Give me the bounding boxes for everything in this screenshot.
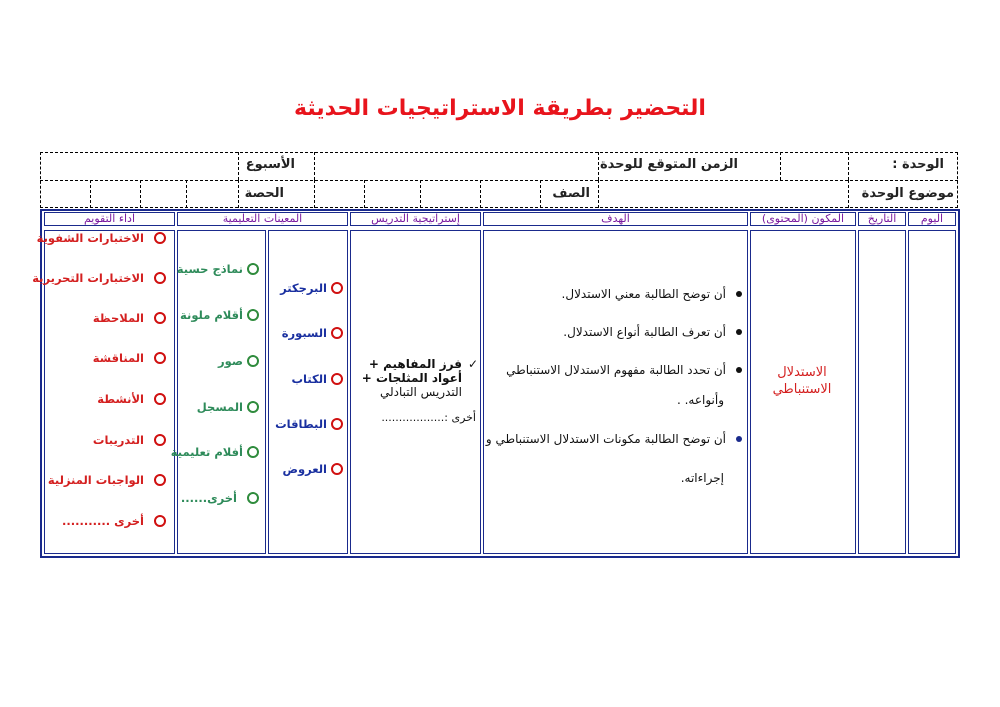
circle-icon <box>154 352 166 364</box>
header-day: اليوم <box>908 212 956 226</box>
aid-item <box>177 262 259 276</box>
circle-icon <box>247 401 259 413</box>
circle-icon <box>331 282 343 294</box>
divider <box>848 152 849 180</box>
divider <box>598 180 599 208</box>
aid-item <box>291 372 343 386</box>
circle-icon <box>154 434 166 446</box>
divider <box>186 180 187 208</box>
header-strategy: إستراتيجية التدريس <box>350 212 481 226</box>
unit-topic-label: موضوع الوحدة <box>861 186 954 201</box>
class-label: الصف <box>552 186 590 201</box>
aid-label: البرجكتر <box>280 281 327 295</box>
aid-item <box>282 462 343 476</box>
aid-item <box>197 400 259 414</box>
assessment-label: المناقشة <box>92 351 144 365</box>
divider <box>480 180 481 208</box>
day-cell <box>908 230 956 554</box>
circle-icon <box>247 355 259 367</box>
circle-icon <box>154 232 166 244</box>
header-goal: الهدف <box>483 212 748 226</box>
goal-text: أن تحدد الطالبة مفهوم الاستدلال الاستنباطي <box>506 363 726 377</box>
aid-item <box>181 491 259 505</box>
aid-label: أخرى...... <box>180 491 237 505</box>
goal-item <box>486 432 742 446</box>
assessment-item <box>93 351 166 365</box>
goal-text: أن تعرف الطالبة أنواع الاستدلال. <box>563 325 726 339</box>
page-title: التحضير بطريقة الاستراتيجيات الحديثة <box>294 96 706 121</box>
divider <box>238 180 239 208</box>
assessment-item <box>48 473 166 487</box>
circle-icon <box>331 327 343 339</box>
header-date: التاريخ <box>858 212 906 226</box>
goal-text: إجراءاته. <box>680 471 724 485</box>
divider <box>314 180 315 208</box>
aid-label: نماذج حسية <box>176 262 243 276</box>
circle-icon <box>247 309 259 321</box>
strategy-other: أخرى :.................. <box>381 411 476 424</box>
divider <box>598 152 599 180</box>
assessment-label: أخرى ........... <box>62 514 144 528</box>
strategy-line <box>362 357 478 371</box>
check-icon: ✓ <box>467 357 478 371</box>
goal-text: وأنواعه. . <box>676 393 724 407</box>
circle-icon <box>154 474 166 486</box>
divider <box>540 180 541 208</box>
aid-label: البطاقات <box>275 417 327 431</box>
date-cell <box>858 230 906 554</box>
aid-item <box>218 354 259 368</box>
assessment-item <box>93 433 166 447</box>
header-component: المكون (المحتوى) <box>750 212 856 226</box>
circle-icon <box>154 272 166 284</box>
divider <box>780 152 781 180</box>
divider <box>848 180 849 208</box>
assessment-label: التدريبات <box>92 433 144 447</box>
aid-item <box>275 417 343 431</box>
assessment-label: الواجبات المنزلية <box>47 473 144 487</box>
week-label: الأسبوع <box>245 157 295 172</box>
assessment-item <box>32 271 166 285</box>
strategy-item: أعواد المثلجات + <box>361 371 462 385</box>
aid-item <box>180 308 259 322</box>
aid-label: السبورة <box>281 326 327 340</box>
unit-time-label: الزمن المتوقع للوحدة <box>599 157 738 172</box>
header-assessment: اداء التقويم <box>44 212 175 226</box>
aids-right-cell <box>268 230 348 554</box>
assessment-label: الاختبارات الشفوية <box>36 231 144 245</box>
divider <box>238 152 239 180</box>
aid-label: الكتاب <box>291 372 327 386</box>
assessment-item <box>93 311 166 325</box>
aid-label: المسجل <box>196 400 243 414</box>
circle-icon <box>154 393 166 405</box>
circle-icon <box>247 492 259 504</box>
assessment-item <box>62 514 166 528</box>
divider <box>420 180 421 208</box>
header-aids: المعينات التعليمية <box>177 212 348 226</box>
goal-cell <box>483 230 748 554</box>
aids-left-cell <box>177 230 266 554</box>
aid-item <box>282 326 343 340</box>
component-text: الاستدلال الاستنباطي <box>772 365 832 397</box>
assessment-label: الاختبارات التحريرية <box>32 271 144 285</box>
divider <box>364 180 365 208</box>
goal-text: أن توضح الطالبة معني الاستدلال. <box>561 287 726 301</box>
aid-label: صور <box>218 354 243 368</box>
goal-item <box>563 325 742 339</box>
goal-text: أن توضح الطالبة مكونات الاستدلال الاستنباطي و <box>485 432 726 446</box>
bullet-icon <box>736 291 742 297</box>
divider <box>314 152 315 180</box>
circle-icon <box>331 463 343 475</box>
assessment-item <box>97 392 166 406</box>
aid-label: أفلام تعليمية <box>170 445 243 459</box>
circle-icon <box>247 263 259 275</box>
unit-label: الوحدة : <box>892 157 944 172</box>
divider <box>140 180 141 208</box>
strategy-item: فرز المفاهيم + <box>368 357 462 371</box>
aid-label: العروض <box>282 462 327 476</box>
goal-item <box>506 363 742 377</box>
circle-icon <box>154 515 166 527</box>
circle-icon <box>247 446 259 458</box>
circle-icon <box>331 418 343 430</box>
assessment-label: الملاحظة <box>92 311 144 325</box>
divider <box>90 180 91 208</box>
circle-icon <box>331 373 343 385</box>
aid-label: أقلام ملونة <box>180 308 243 322</box>
strategy-item: التدريس التبادلي <box>379 385 462 399</box>
aid-item <box>171 445 259 459</box>
bullet-icon <box>736 436 742 442</box>
circle-icon <box>154 312 166 324</box>
info-divider <box>40 180 958 181</box>
bullet-icon <box>736 329 742 335</box>
assessment-item <box>37 231 166 245</box>
strategy-list <box>362 357 478 399</box>
goal-item <box>562 287 742 301</box>
period-label: الحصة <box>244 186 284 201</box>
bullet-icon <box>736 367 742 373</box>
aid-item <box>280 281 343 295</box>
assessment-label: الأنشطة <box>97 392 144 406</box>
